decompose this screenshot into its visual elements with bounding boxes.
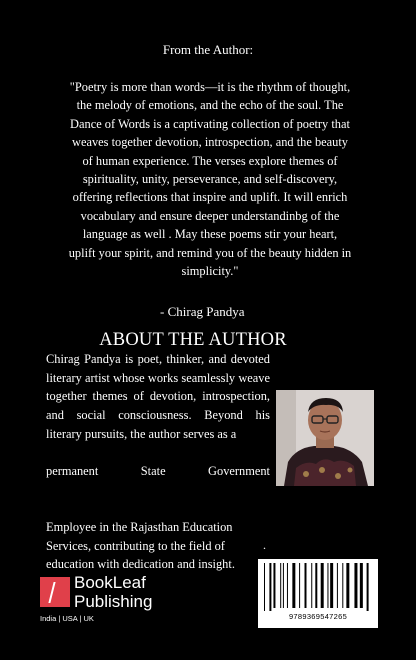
quote-line: vocabulary and ensure deeper understandinbg of the xyxy=(80,208,340,223)
barcode-bar xyxy=(292,563,295,608)
barcode-bar xyxy=(311,563,312,608)
barcode-bars xyxy=(264,563,372,611)
author-bio: Chirag Pandya is poet, thinker, and devoted literary artist whose works seamlessly weave together themes of devotion, introspection, and social consciousness. Beyond his literary pursuits, the author serves as a xyxy=(46,352,270,441)
author-bio-end: Employee in the Rajasthan Education Services, contributing to the field of education with dedication and insight. xyxy=(46,520,235,572)
barcode-bar xyxy=(330,563,333,608)
barcode-bar xyxy=(283,563,284,608)
barcode-bar xyxy=(264,563,265,611)
barcode-bar xyxy=(273,563,275,608)
barcode-bar xyxy=(269,563,271,611)
author-quote xyxy=(30,78,390,280)
quote-line: "Poetry is more than words—it is the rhythm of thought, xyxy=(69,80,351,94)
quote-signature: - Chirag Pandya xyxy=(160,304,245,319)
barcode-bar xyxy=(280,563,281,608)
barcode-bar xyxy=(321,563,324,608)
isbn-barcode xyxy=(258,559,378,628)
barcode-bar xyxy=(354,563,357,608)
barcode-bar xyxy=(360,563,363,608)
barcode-bar xyxy=(327,563,328,608)
isbn-number: 9789369547265 xyxy=(288,612,348,621)
author-photo xyxy=(276,390,374,486)
quote-line: the melody of emotions, and the echo of the soul. The xyxy=(76,98,344,113)
quote-line: of human experience. The verses explore themes of xyxy=(82,153,338,168)
barcode-bar xyxy=(305,563,307,608)
publisher-name-line1: BookLeaf xyxy=(74,573,146,592)
quote-line: uplift your spirit, and remind you of the beauty hidden in xyxy=(68,245,352,260)
about-heading: ABOUT THE AUTHOR xyxy=(99,330,287,350)
quote-line: simplicity." xyxy=(181,264,239,279)
barcode-bar xyxy=(287,563,288,608)
quote-line: offering reflections that inspire and uplift. It will enrich xyxy=(72,190,348,205)
publisher-tagline: India | USA | UK xyxy=(40,614,94,623)
author-bio-line: permanent State Government xyxy=(46,464,270,478)
publisher-name-line2: Publishing xyxy=(74,592,153,611)
quote-line: Dance of Words is a captivating collection of poetry that xyxy=(70,116,350,131)
quote-line: spirituality, unity, perseverance, and self-discovery, xyxy=(82,172,338,187)
barcode-bar xyxy=(342,563,343,608)
barcode-bar xyxy=(315,563,317,608)
from-author-heading: From the Author: xyxy=(162,42,254,57)
barcode-bar xyxy=(346,563,349,608)
barcode-bar xyxy=(337,563,338,608)
quote-line: weaves together devotion, introspection, and the beauty xyxy=(72,135,348,150)
barcode-bar xyxy=(299,563,300,608)
trailing-mark: . xyxy=(263,538,266,552)
quote-line: language as well . May these poems stir your heart, xyxy=(82,227,338,242)
barcode-bar xyxy=(367,563,369,611)
